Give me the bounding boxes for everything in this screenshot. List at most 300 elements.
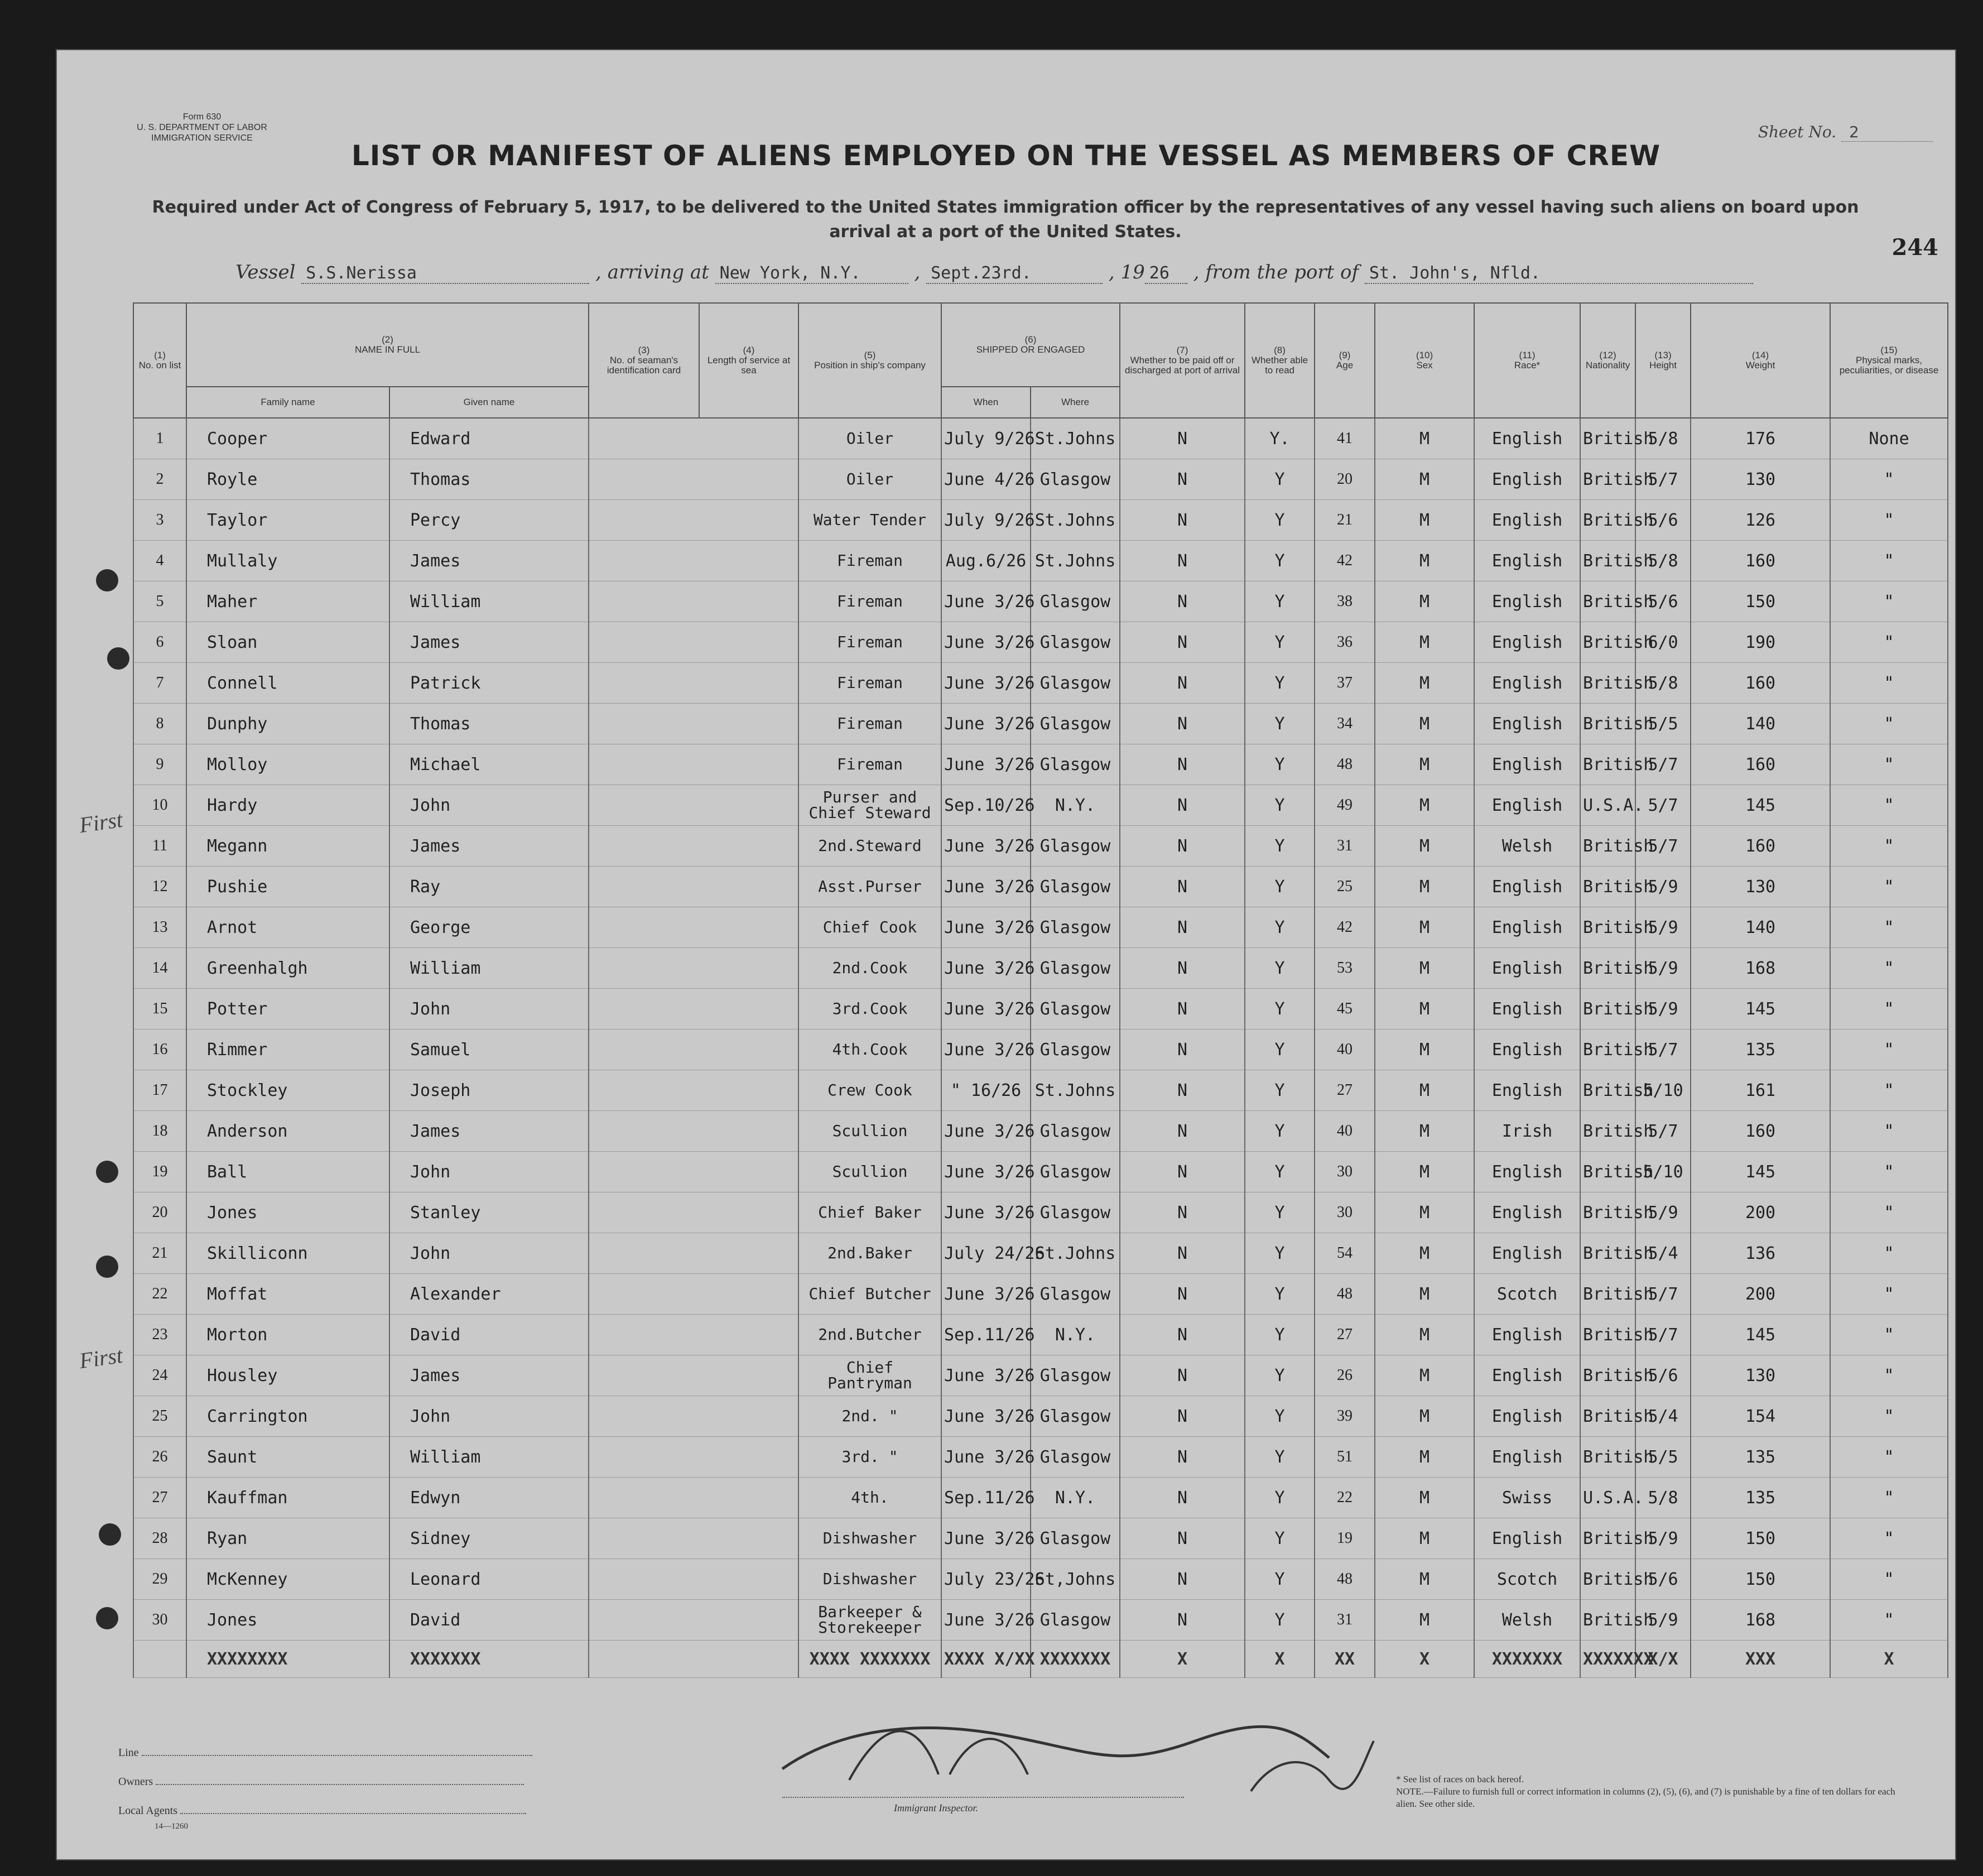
sex: M — [1375, 1478, 1474, 1518]
struck-cell: XXXXXXX — [1031, 1641, 1120, 1678]
shipped-when: " 16/26 — [941, 1070, 1031, 1111]
paid-off: N — [1120, 1518, 1245, 1559]
race: English — [1474, 744, 1580, 785]
paid-off: N — [1120, 1396, 1245, 1437]
height: 5/8 — [1635, 1478, 1691, 1518]
col-marks: (15) Physical marks, peculiarities, or disease — [1830, 303, 1948, 418]
physical-marks: " — [1830, 622, 1948, 663]
weight: 168 — [1691, 1600, 1830, 1641]
height: 5/7 — [1635, 1030, 1691, 1070]
table-row — [133, 907, 1948, 948]
table-row — [133, 1518, 1948, 1559]
sex: M — [1375, 1437, 1474, 1478]
weight: 160 — [1691, 744, 1830, 785]
id-card — [589, 1152, 798, 1192]
given-name: Thomas — [389, 459, 589, 500]
col-name: (2) NAME IN FULL — [186, 303, 589, 387]
shipped-where: N.Y. — [1031, 785, 1120, 826]
race: English — [1474, 785, 1580, 826]
sex: M — [1375, 907, 1474, 948]
fine-note: NOTE.—Failure to furnish full or correct information in columns (2), (5), (6), and (7) is punishable by a fine of ten dollars for each alien. See other side. — [1396, 1786, 1895, 1809]
family-name: Skilliconn — [186, 1233, 389, 1274]
age: 40 — [1315, 1111, 1375, 1152]
able-to-read: Y — [1245, 1030, 1315, 1070]
given-name: George — [389, 907, 589, 948]
shipped-when: June 3/26 — [941, 1355, 1031, 1396]
age: 53 — [1315, 948, 1375, 989]
col-id-card: (3) No. of seaman's identification card — [589, 303, 699, 418]
family-name: Morton — [186, 1315, 389, 1355]
id-card — [589, 1315, 798, 1355]
able-to-read: Y — [1245, 1070, 1315, 1111]
shipped-where: Glasgow — [1031, 1274, 1120, 1315]
height: 5/9 — [1635, 948, 1691, 989]
nationality: British — [1580, 581, 1635, 622]
owners-field: Owners — [118, 1776, 524, 1788]
given-name: Leonard — [389, 1559, 589, 1600]
shipped-where: St,Johns — [1031, 1559, 1120, 1600]
weight: 190 — [1691, 622, 1830, 663]
paid-off: N — [1120, 1274, 1245, 1315]
row-number: 22 — [133, 1274, 186, 1315]
family-name: Dunphy — [186, 704, 389, 744]
height: 5/7 — [1635, 1274, 1691, 1315]
id-card — [589, 541, 798, 581]
family-name: Ball — [186, 1152, 389, 1192]
id-card — [589, 1111, 798, 1152]
race: English — [1474, 500, 1580, 541]
weight: 168 — [1691, 948, 1830, 989]
row-number: 11 — [133, 826, 186, 867]
struck-cell: XX — [1315, 1641, 1375, 1678]
row-number: 29 — [133, 1559, 186, 1600]
agents-field: Local Agents — [118, 1805, 526, 1817]
family-name: Connell — [186, 663, 389, 704]
age: 22 — [1315, 1478, 1375, 1518]
struck-cell: XXXX X/XX — [941, 1641, 1031, 1678]
table-row — [133, 622, 1948, 663]
table-row — [133, 1111, 1948, 1152]
sex: M — [1375, 1030, 1474, 1070]
table-row — [133, 1233, 1948, 1274]
paid-off: N — [1120, 744, 1245, 785]
form-code: 14—1260 — [155, 1822, 188, 1831]
shipped-when: July 9/26 — [941, 418, 1031, 459]
family-name: Megann — [186, 826, 389, 867]
sex: M — [1375, 459, 1474, 500]
shipped-when: June 3/26 — [941, 867, 1031, 907]
physical-marks: " — [1830, 500, 1948, 541]
age: 25 — [1315, 867, 1375, 907]
shipped-when: June 3/26 — [941, 663, 1031, 704]
position: 3rd.Cook — [798, 989, 941, 1030]
sex: M — [1375, 1070, 1474, 1111]
struck-cell: X — [1120, 1641, 1245, 1678]
height: 5/7 — [1635, 1315, 1691, 1355]
sex: M — [1375, 622, 1474, 663]
col-position: (5) Position in ship's company — [798, 303, 941, 418]
height: 5/10 — [1635, 1152, 1691, 1192]
family-name: Ryan — [186, 1518, 389, 1559]
document-title: LIST OR MANIFEST OF ALIENS EMPLOYED ON THE VESSEL AS MEMBERS OF CREW — [351, 140, 1661, 172]
weight: 135 — [1691, 1030, 1830, 1070]
row-number: 24 — [133, 1355, 186, 1396]
position: 2nd.Steward — [798, 826, 941, 867]
given-name: Samuel — [389, 1030, 589, 1070]
physical-marks: " — [1830, 1152, 1948, 1192]
shipped-where: N.Y. — [1031, 1478, 1120, 1518]
paid-off: N — [1120, 704, 1245, 744]
nationality: British — [1580, 704, 1635, 744]
position: Crew Cook — [798, 1070, 941, 1111]
paid-off: N — [1120, 1070, 1245, 1111]
given-name: John — [389, 1233, 589, 1274]
age: 54 — [1315, 1233, 1375, 1274]
sex: M — [1375, 541, 1474, 581]
shipped-when: June 3/26 — [941, 1030, 1031, 1070]
physical-marks: " — [1830, 744, 1948, 785]
row-number: 1 — [133, 418, 186, 459]
race: English — [1474, 622, 1580, 663]
paid-off: N — [1120, 622, 1245, 663]
punch-hole — [96, 569, 118, 591]
physical-marks: " — [1830, 1233, 1948, 1274]
height: 5/4 — [1635, 1396, 1691, 1437]
sex: M — [1375, 1111, 1474, 1152]
sex: M — [1375, 826, 1474, 867]
able-to-read: Y — [1245, 459, 1315, 500]
nationality: U.S.A. — [1580, 1478, 1635, 1518]
sex: M — [1375, 867, 1474, 907]
shipped-when: June 3/26 — [941, 948, 1031, 989]
height: 5/4 — [1635, 1233, 1691, 1274]
position: Purser and Chief Steward — [798, 785, 941, 826]
family-name: Moffat — [186, 1274, 389, 1315]
physical-marks: None — [1830, 418, 1948, 459]
shipped-when: June 3/26 — [941, 1274, 1031, 1315]
race: English — [1474, 1518, 1580, 1559]
nationality: British — [1580, 948, 1635, 989]
col-given-name: Given name — [389, 387, 589, 418]
weight: 200 — [1691, 1192, 1830, 1233]
row-number: 17 — [133, 1070, 186, 1111]
table-row — [133, 1478, 1948, 1518]
nationality: British — [1580, 1315, 1635, 1355]
height: 5/6 — [1635, 1355, 1691, 1396]
shipped-where: Glasgow — [1031, 663, 1120, 704]
height: 6/0 — [1635, 622, 1691, 663]
weight: 160 — [1691, 826, 1830, 867]
weight: 130 — [1691, 1355, 1830, 1396]
table-header — [133, 303, 1948, 418]
family-name: Cooper — [186, 418, 389, 459]
given-name: James — [389, 541, 589, 581]
shipped-where: Glasgow — [1031, 744, 1120, 785]
page-number: 244 — [1891, 234, 1938, 261]
age: 31 — [1315, 1600, 1375, 1641]
nationality: British — [1580, 1396, 1635, 1437]
table-row — [133, 744, 1948, 785]
position: 2nd.Baker — [798, 1233, 941, 1274]
id-card — [589, 867, 798, 907]
table-row — [133, 867, 1948, 907]
id-card — [589, 1396, 798, 1437]
sex: M — [1375, 1152, 1474, 1192]
able-to-read: Y — [1245, 1437, 1315, 1478]
row-number: 30 — [133, 1600, 186, 1641]
row-number: 2 — [133, 459, 186, 500]
id-card — [589, 1437, 798, 1478]
row-number: 14 — [133, 948, 186, 989]
id-card — [589, 744, 798, 785]
id-card — [589, 1559, 798, 1600]
position: Scullion — [798, 1152, 941, 1192]
height: 5/9 — [1635, 907, 1691, 948]
given-name: William — [389, 948, 589, 989]
race: English — [1474, 1355, 1580, 1396]
age: 42 — [1315, 541, 1375, 581]
able-to-read: Y — [1245, 744, 1315, 785]
row-number: 8 — [133, 704, 186, 744]
id-card — [589, 1518, 798, 1559]
shipped-where: St.Johns — [1031, 500, 1120, 541]
given-name: Joseph — [389, 1070, 589, 1111]
nationality: British — [1580, 418, 1635, 459]
age: 41 — [1315, 418, 1375, 459]
shipped-where: Glasgow — [1031, 1030, 1120, 1070]
table-row — [133, 1355, 1948, 1396]
physical-marks: " — [1830, 1518, 1948, 1559]
nationality: British — [1580, 1233, 1635, 1274]
family-name: Taylor — [186, 500, 389, 541]
height: 5/8 — [1635, 663, 1691, 704]
position: Barkeeper & Storekeeper — [798, 1600, 941, 1641]
family-name: Greenhalgh — [186, 948, 389, 989]
sex: M — [1375, 581, 1474, 622]
sex: M — [1375, 704, 1474, 744]
physical-marks: " — [1830, 1070, 1948, 1111]
race: English — [1474, 1030, 1580, 1070]
row-number: 12 — [133, 867, 186, 907]
shipped-where: N.Y. — [1031, 1315, 1120, 1355]
weight: 150 — [1691, 581, 1830, 622]
physical-marks: " — [1830, 1478, 1948, 1518]
nationality: British — [1580, 541, 1635, 581]
age: 40 — [1315, 1030, 1375, 1070]
able-to-read: Y — [1245, 1152, 1315, 1192]
document-subtitle: Required under Act of Congress of February 5, 1917, to be delivered to the United States immigration officer by the representatives of any vessel having such aliens on board upon arrival at a port of the United States. — [152, 198, 1859, 242]
able-to-read: Y — [1245, 1274, 1315, 1315]
row-number: 28 — [133, 1518, 186, 1559]
paid-off: N — [1120, 907, 1245, 948]
shipped-when: June 3/26 — [941, 907, 1031, 948]
position: 2nd. " — [798, 1396, 941, 1437]
row-number: 20 — [133, 1192, 186, 1233]
table-row — [133, 1192, 1948, 1233]
shipped-where: Glasgow — [1031, 459, 1120, 500]
table-row — [133, 826, 1948, 867]
struck-cell: XXXXXXX — [389, 1641, 589, 1678]
weight: 160 — [1691, 541, 1830, 581]
race: English — [1474, 1437, 1580, 1478]
id-card — [589, 581, 798, 622]
race: English — [1474, 1233, 1580, 1274]
family-name: Jones — [186, 1600, 389, 1641]
physical-marks: " — [1830, 785, 1948, 826]
shipped-where: Glasgow — [1031, 907, 1120, 948]
race: English — [1474, 1152, 1580, 1192]
age: 19 — [1315, 1518, 1375, 1559]
shipped-when: June 3/26 — [941, 581, 1031, 622]
struck-cell — [589, 1641, 798, 1678]
family-name: Hardy — [186, 785, 389, 826]
able-to-read: Y — [1245, 1396, 1315, 1437]
col-paid-off: (7) Whether to be paid off or discharged at port of arrival — [1120, 303, 1245, 418]
position: Fireman — [798, 622, 941, 663]
shipped-where: Glasgow — [1031, 1111, 1120, 1152]
row-number: 13 — [133, 907, 186, 948]
physical-marks: " — [1830, 1355, 1948, 1396]
given-name: James — [389, 622, 589, 663]
nationality: British — [1580, 826, 1635, 867]
table-row — [133, 1274, 1948, 1315]
weight: 176 — [1691, 418, 1830, 459]
id-card — [589, 1070, 798, 1111]
shipped-when: June 3/26 — [941, 704, 1031, 744]
shipped-when: June 3/26 — [941, 622, 1031, 663]
able-to-read: Y — [1245, 1478, 1315, 1518]
able-to-read: Y — [1245, 1600, 1315, 1641]
table-row — [133, 663, 1948, 704]
paid-off: N — [1120, 1030, 1245, 1070]
family-name: Rimmer — [186, 1030, 389, 1070]
side-note-first: First — [78, 806, 124, 838]
row-number: 4 — [133, 541, 186, 581]
given-name: Alexander — [389, 1274, 589, 1315]
height: 5/7 — [1635, 744, 1691, 785]
punch-hole — [107, 647, 129, 670]
col-sex: (10) Sex — [1375, 303, 1474, 418]
row-number: 6 — [133, 622, 186, 663]
paid-off: N — [1120, 867, 1245, 907]
able-to-read: Y — [1245, 500, 1315, 541]
position: Fireman — [798, 704, 941, 744]
nationality: British — [1580, 1111, 1635, 1152]
table-row — [133, 948, 1948, 989]
id-card — [589, 622, 798, 663]
nationality: British — [1580, 1559, 1635, 1600]
family-name: Maher — [186, 581, 389, 622]
position: Dishwasher — [798, 1518, 941, 1559]
col-nationality: (12) Nationality — [1580, 303, 1635, 418]
family-name: Carrington — [186, 1396, 389, 1437]
race: English — [1474, 1192, 1580, 1233]
punch-hole — [99, 1523, 121, 1546]
age: 20 — [1315, 459, 1375, 500]
struck-cell: X/X — [1635, 1641, 1691, 1678]
race: Irish — [1474, 1111, 1580, 1152]
weight: 200 — [1691, 1274, 1830, 1315]
weight: 135 — [1691, 1478, 1830, 1518]
race: Scotch — [1474, 1274, 1580, 1315]
shipped-when: July 24/26 — [941, 1233, 1031, 1274]
col-service: (4) Length of service at sea — [699, 303, 798, 418]
col-read: (8) Whether able to read — [1245, 303, 1315, 418]
physical-marks: " — [1830, 581, 1948, 622]
shipped-when: June 3/26 — [941, 1396, 1031, 1437]
id-card — [589, 500, 798, 541]
paid-off: N — [1120, 1559, 1245, 1600]
height: 5/7 — [1635, 1111, 1691, 1152]
able-to-read: Y — [1245, 1111, 1315, 1152]
weight: 145 — [1691, 989, 1830, 1030]
punch-hole — [96, 1161, 118, 1183]
shipped-where: Glasgow — [1031, 826, 1120, 867]
shipped-when: June 3/26 — [941, 826, 1031, 867]
age: 26 — [1315, 1355, 1375, 1396]
sex: M — [1375, 418, 1474, 459]
struck-cell: X — [1375, 1641, 1474, 1678]
physical-marks: " — [1830, 1437, 1948, 1478]
given-name: John — [389, 785, 589, 826]
given-name: John — [389, 989, 589, 1030]
nationality: British — [1580, 1600, 1635, 1641]
weight: 130 — [1691, 867, 1830, 907]
struck-cell: XXXXXXX — [1474, 1641, 1580, 1678]
height: 5/5 — [1635, 1437, 1691, 1478]
paid-off: N — [1120, 541, 1245, 581]
row-number: 18 — [133, 1111, 186, 1152]
inspector-label: Immigrant Inspector. — [894, 1802, 978, 1814]
shipped-when: Sep.10/26 — [941, 785, 1031, 826]
row-number: 10 — [133, 785, 186, 826]
position: Chief Pantryman — [798, 1355, 941, 1396]
position: Fireman — [798, 744, 941, 785]
able-to-read: Y — [1245, 1355, 1315, 1396]
height: 5/8 — [1635, 418, 1691, 459]
sex: M — [1375, 1274, 1474, 1315]
id-card — [589, 1233, 798, 1274]
race: Welsh — [1474, 1600, 1580, 1641]
age: 37 — [1315, 663, 1375, 704]
sheet-number-value: 2 — [1841, 123, 1933, 142]
able-to-read: Y — [1245, 622, 1315, 663]
id-card — [589, 1355, 798, 1396]
position: Fireman — [798, 663, 941, 704]
shipped-when: June 4/26 — [941, 459, 1031, 500]
physical-marks: " — [1830, 663, 1948, 704]
shipped-where: Glasgow — [1031, 1396, 1120, 1437]
position: Asst.Purser — [798, 867, 941, 907]
height: 5/6 — [1635, 581, 1691, 622]
given-name: John — [389, 1152, 589, 1192]
col-height: (13) Height — [1635, 303, 1691, 418]
row-number: 15 — [133, 989, 186, 1030]
family-name: Sloan — [186, 622, 389, 663]
age: 48 — [1315, 744, 1375, 785]
physical-marks: " — [1830, 826, 1948, 867]
physical-marks: " — [1830, 867, 1948, 907]
table-body — [133, 418, 1948, 1678]
struck-cell — [133, 1641, 186, 1678]
side-note-first: First — [78, 1342, 124, 1374]
shipped-where: St.Johns — [1031, 1233, 1120, 1274]
sex: M — [1375, 1559, 1474, 1600]
row-number: 7 — [133, 663, 186, 704]
table-row — [133, 541, 1948, 581]
shipped-when: June 3/26 — [941, 1152, 1031, 1192]
family-name: Royle — [186, 459, 389, 500]
